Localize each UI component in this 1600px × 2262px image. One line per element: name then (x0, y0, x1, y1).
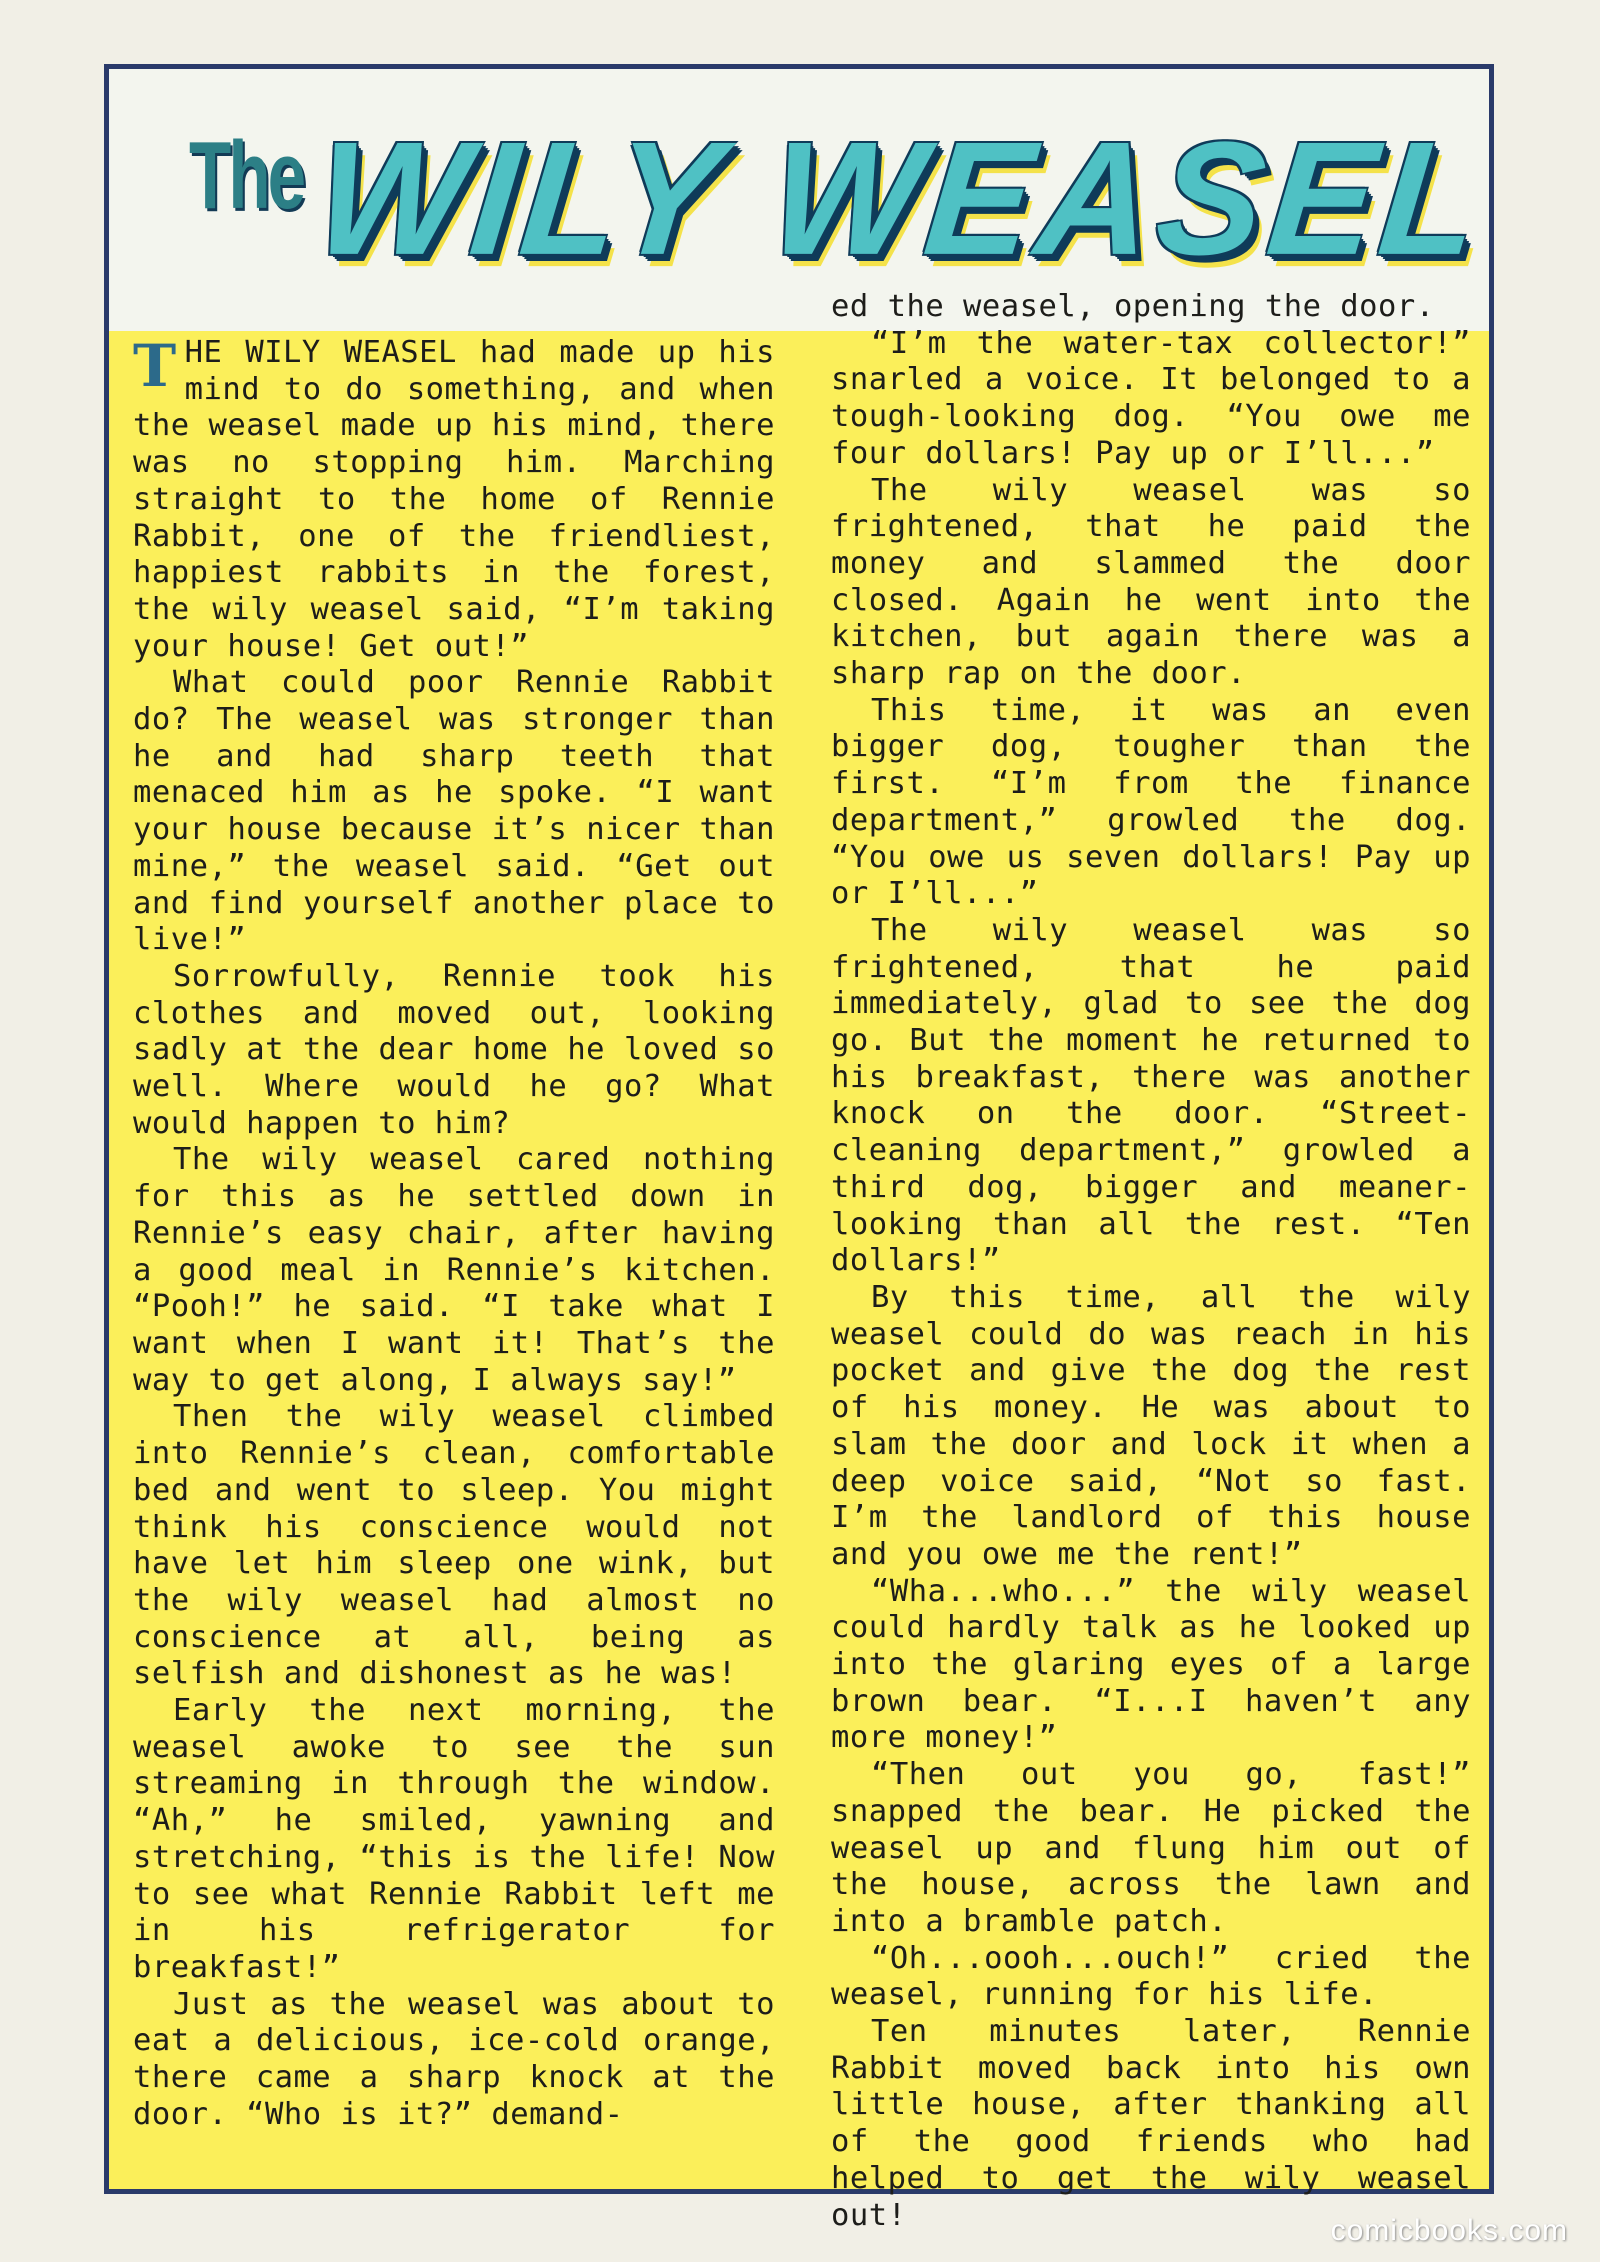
story-paragraph: The wily weasel cared nothing for this as he settled down in Rennie’s easy chair, after having a good meal in Rennie’s kitchen. “Pooh!” he said. “I take what I want when I want it! That’s the way to get along, I always say!” (133, 1142, 775, 1398)
story-paragraph: What could poor Rennie Rabbit do? The weasel was stronger than he and had sharp teeth that menaced him as he spoke. “I want your house because it’s nicer than mine,” the weasel said. “Get out and find yourself another place to live!” (133, 665, 775, 958)
story-paragraph: The wily weasel was so frightened, that he paid the money and slammed the door closed. Again he went into the kitchen, but again there was a sharp rap on the door. (831, 472, 1471, 692)
page-frame (104, 64, 1494, 2233)
watermark: comicbooks.com (1330, 2214, 1568, 2247)
story-paragraph: THE WILY WEASEL had made up his mind to do something, and when the weasel made up his mind, there was no stopping him. Marching straight to the home of Rennie Rabbit, one of the friendliest, happiest rabbits in the forest, the wily weasel said, “I’m taking your house! Get out!” (133, 332, 775, 664)
drop-cap: T (133, 332, 177, 400)
story-paragraph: By this time, all the wily weasel could do was reach in his pocket and give the dog the rest of his money. He was about to slam the door and lock it when a deep voice said, “Not so fast. I’m the landlord of this house and you owe me the rent!” (831, 1279, 1471, 1572)
story-paragraph: “Wha...who...” the wily weasel could hardly talk as he looked up into the glaring eyes of a large brown bear. “I...I haven’t any more money!” (831, 1573, 1471, 1756)
story-paragraph: “Then out you go, fast!” snapped the bear. He picked the weasel up and flung him out of the house, across the lawn and into a bramble patch. (831, 1757, 1471, 1939)
story-paragraph: The wily weasel was so frightened, that he paid immediately, glad to see the dog go. But the moment he returned to his breakfast, there was another knock on the door. “Street-cleaning department,” growled a third dog, bigger and meaner-looking than all the rest. “Ten dollars!” (831, 912, 1471, 1279)
story-column-right (831, 289, 1471, 2234)
story-paragraph: This time, it was an even bigger dog, tougher than the first. “I’m from the finance department,” growled the dog. “You owe us seven dollars! Pay up or I’ll...” (831, 692, 1471, 912)
story-paragraph: Just as the weasel was about to eat a delicious, ice-cold orange, there came a sharp knock at the door. “Who is it?” demand- (133, 1986, 775, 2132)
story-paragraph: Early the next morning, the weasel awoke to see the sun streaming in through the window. “Ah,” he smiled, yawning and stretching, “this is the life! Now to see what Rennie Rabbit left me in his refrigerator for breakfast!” (133, 1693, 775, 1985)
story-panel (109, 289, 1489, 2233)
story-paragraph: ed the weasel, opening the door. (831, 289, 1435, 324)
story-paragraph: Then the wily weasel climbed into Rennie’s clean, comfortable bed and went to sleep. You might think his conscience would not have let him sleep one wink, but the wily weasel had almost no conscience at all, being as selfish and dishonest as he was! (133, 1399, 775, 1692)
story-paragraph: Sorrowfully, Rennie took his clothes and moved out, looking sadly at the dear home he loved so well. Where would he go? What would happen to him? (133, 958, 775, 1141)
story-column-left (133, 332, 775, 2133)
story-title: WILY WEASEL (308, 109, 1493, 289)
story-paragraph: Ten minutes later, Rennie Rabbit moved back into his own little house, after thanking all of the good friends who had helped to get the wily weasel out! (831, 2014, 1471, 2233)
story-paragraph: “Oh...oooh...ouch!” cried the weasel, running for his life. (831, 1940, 1471, 2013)
title-prefix: The (189, 122, 304, 229)
story-paragraph: “I’m the water-tax collector!” snarled a voice. It belonged to a tough-looking dog. “You owe me four dollars! Pay up or I’ll...” (831, 325, 1471, 471)
